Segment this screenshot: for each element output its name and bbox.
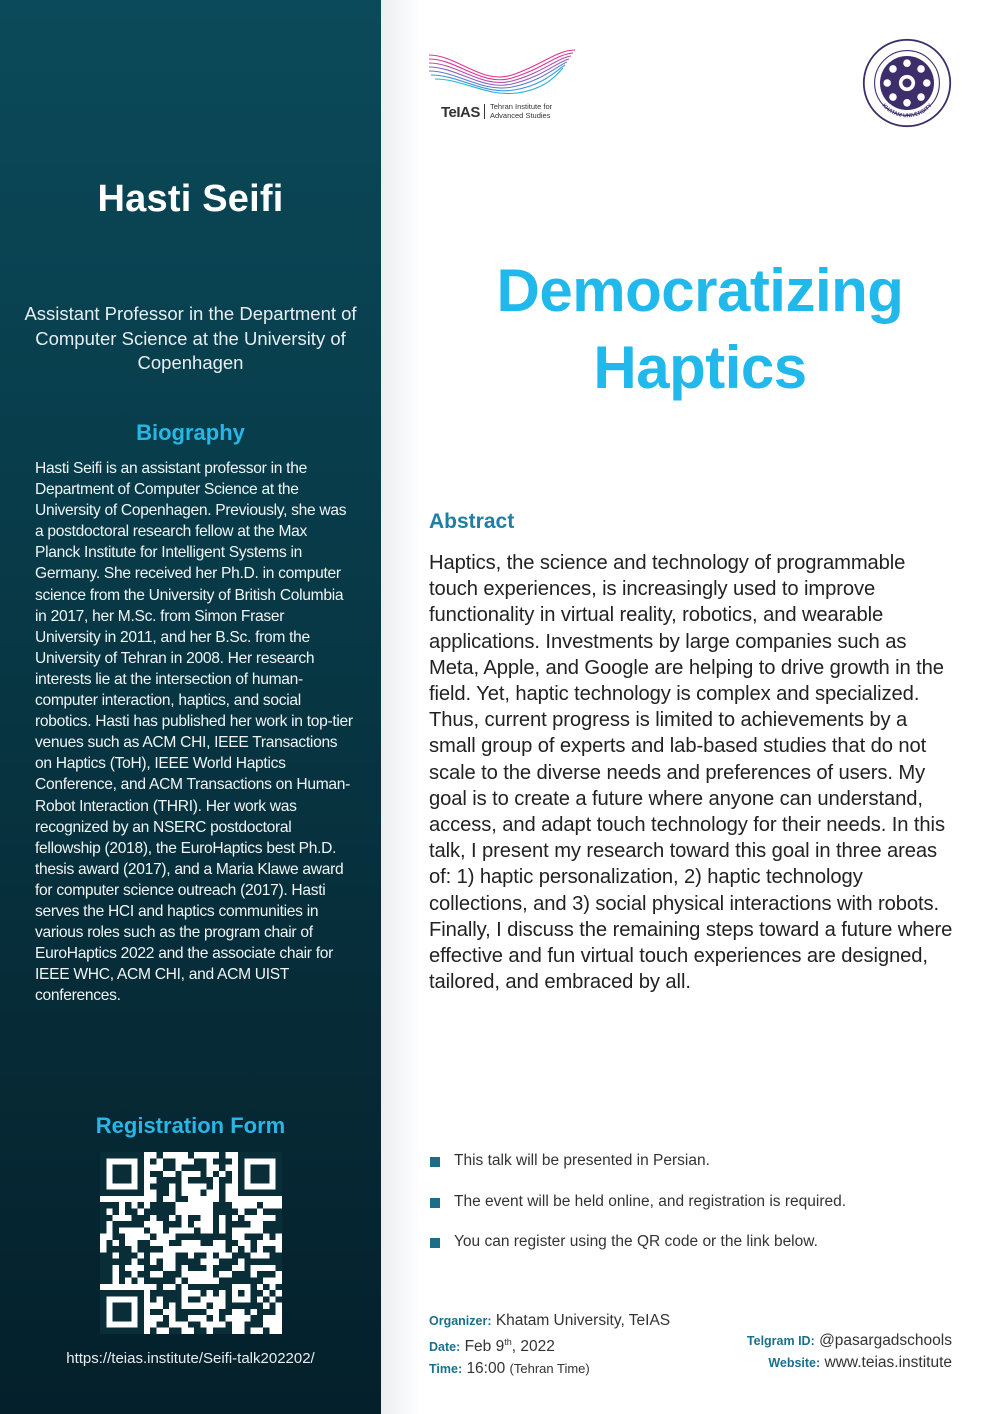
telegram-label: Telgram ID: bbox=[746, 1334, 815, 1348]
time-zone: (Tehran Time) bbox=[509, 1361, 590, 1377]
event-note-text: You can register using the QR code or the link below. bbox=[454, 1233, 818, 1250]
event-note bbox=[430, 1233, 970, 1274]
square-bullet-icon bbox=[430, 1157, 440, 1167]
website-row bbox=[747, 1352, 952, 1374]
teias-separator bbox=[484, 104, 485, 119]
time-value: 16:00 bbox=[466, 1360, 506, 1378]
square-bullet-icon bbox=[430, 1198, 440, 1208]
telegram-row bbox=[747, 1330, 952, 1352]
event-note-text: This talk will be presented in Persian. bbox=[454, 1152, 710, 1169]
talk-title bbox=[430, 252, 970, 406]
talk-title-line1: Democratizing bbox=[496, 257, 904, 324]
website-link[interactable]: www.teias.institute bbox=[824, 1354, 952, 1371]
date-year: , 2022 bbox=[511, 1338, 555, 1356]
contact-info bbox=[747, 1330, 952, 1374]
event-info bbox=[429, 1310, 670, 1380]
speaker-title: Assistant Professor in the Department of Computer Science at the University of Copenhagen bbox=[24, 303, 357, 373]
khatam-seal-text: KHATAM UNIVERSITY bbox=[880, 102, 934, 120]
teias-wordmark: TeIAS bbox=[441, 104, 480, 121]
khatam-university-seal-icon bbox=[862, 38, 952, 128]
time-row bbox=[429, 1358, 670, 1380]
square-bullet-icon bbox=[430, 1238, 440, 1248]
date-value: Feb 9 bbox=[464, 1338, 505, 1356]
registration-qr-code[interactable] bbox=[100, 1152, 282, 1334]
teias-subtitle-line2: Advanced Studies bbox=[490, 110, 551, 120]
website-label: Website: bbox=[768, 1356, 821, 1370]
date-row bbox=[429, 1332, 670, 1358]
event-note bbox=[430, 1152, 970, 1193]
abstract-text: Haptics, the science and technology of programmable touch experiences, is increasingly used to improve functionality in virtual reality, robotics, and wearable applications. Investments by large companies such as Meta, Apple, and Google are helping to drive growth in the field. Yet, haptic technology is complex and specialized. Thus, current progress is limited to achievements by a small group of experts and lab-based studies that do not scale to the diverse needs and preferences of users. My goal is to create a future where anyone can understand, access, and adapt touch technology for their needs. In this talk, I present my research toward this goal in three areas of: 1) haptic personalization, 2) haptic technology collections, and 3) social physical interactions with robots. Finally, I discuss the remaining steps toward a future where effective and fun virtual touch experiences are designed, tailored, and embraced by all. bbox=[429, 552, 953, 994]
event-notes-list bbox=[430, 1152, 970, 1274]
talk-title-line2: Haptics bbox=[593, 334, 807, 401]
date-suffix-sup: th bbox=[504, 1337, 512, 1347]
speaker-name: Hasti Seifi bbox=[97, 178, 284, 220]
organizer-label: Organizer: bbox=[429, 1314, 492, 1328]
abstract-heading: Abstract bbox=[429, 510, 515, 533]
date-label: Date: bbox=[429, 1340, 461, 1355]
organizer-row bbox=[429, 1310, 670, 1332]
organizer-value: Khatam University, TeIAS bbox=[495, 1312, 671, 1329]
time-label: Time: bbox=[429, 1362, 463, 1377]
registration-link[interactable]: https://teias.institute/Seifi-talk202202/ bbox=[66, 1350, 315, 1367]
biography-text: Hasti Seifi is an assistant professor in the Department of Computer Science at the University of Copenhagen. Previously, she was a postdoctoral research fellow at the Max Planck Institute for Intelligent Systems in Germany. She received her Ph.D. in computer science from the University of British Columbia in 2017, her M.Sc. from Simon Fraser University in 2011, and her B.Sc. from the University of Tehran in 2008. Her research interests lie at the intersection of human-computer interaction, haptics, and social robotics. Hasti has published her work in top-tier venues such as ACM CHI, IEEE Transactions on Haptics (ToH), IEEE World Haptics Conference, and ACM Transactions on Human-Robot Interaction (THRI). Her work was recognized by an NSERC postdoctoral fellowship (2018), the EuroHaptics best Ph.D. thesis award (2017), and a Maria Klawe award for computer science outreach (2017). Hasti serves the HCI and haptics communities in various roles such as the program chair of EuroHaptics 2022 and the associate chair for IEEE WHC, ACM CHI, and ACM UIST conferences. bbox=[35, 460, 353, 1005]
event-note-text: The event will be held online, and registration is required. bbox=[454, 1192, 847, 1210]
speaker-sidebar bbox=[0, 0, 381, 1414]
teias-subtitle bbox=[490, 103, 552, 120]
telegram-id[interactable]: @pasargadschools bbox=[819, 1332, 952, 1349]
event-note bbox=[430, 1193, 970, 1234]
teias-subtitle-line1: Tehran Institute for bbox=[490, 102, 553, 111]
registration-heading: Registration Form bbox=[95, 1113, 286, 1138]
biography-heading: Biography bbox=[136, 420, 245, 445]
